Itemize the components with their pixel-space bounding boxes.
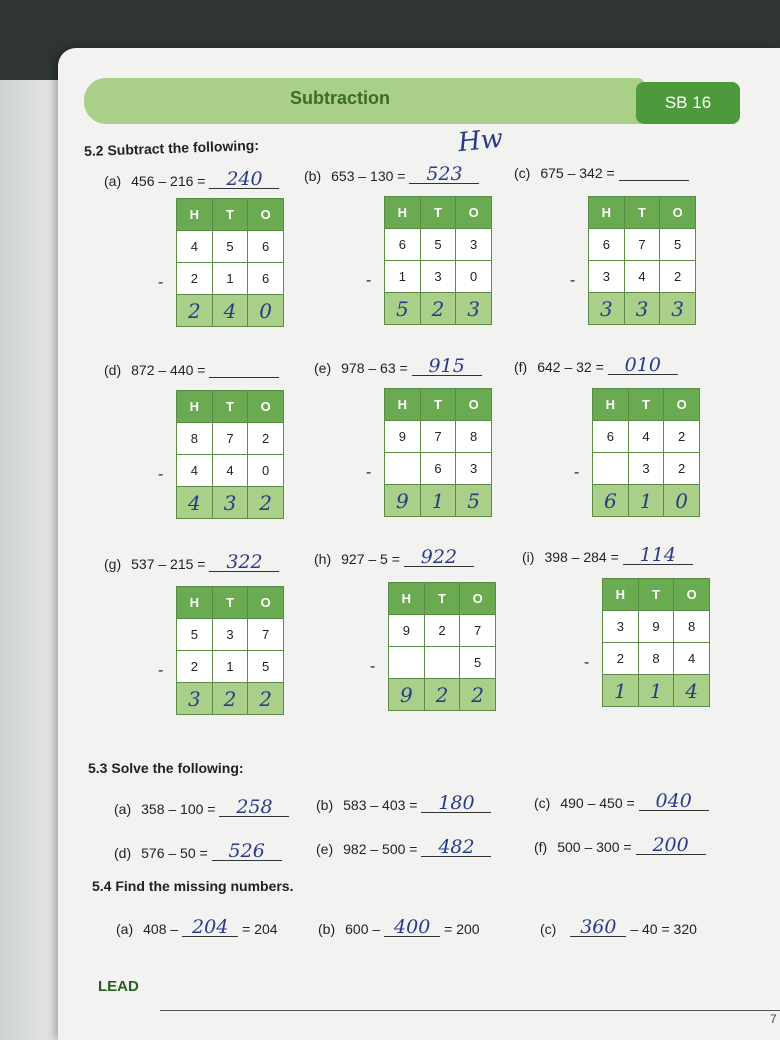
result-digit[interactable]: 3: [177, 683, 213, 715]
hto-header: H: [385, 389, 421, 421]
question-label: (f): [534, 839, 548, 855]
question-expression: 927 – 5 =: [341, 551, 400, 567]
subtrahend-digit: 2: [177, 651, 213, 683]
question-expression: 398 – 284 =: [544, 549, 619, 565]
question-5-2-h: [314, 548, 474, 567]
subtrahend-digit: 3: [456, 453, 492, 485]
subtrahend-digit: 2: [603, 643, 639, 675]
hto-header: T: [638, 579, 674, 611]
answer-blank[interactable]: 526: [212, 842, 282, 861]
question-label: (g): [104, 556, 122, 572]
question-5-2-f: [514, 356, 678, 375]
question-5-4-c: [540, 918, 697, 937]
minuend-digit: 8: [674, 611, 710, 643]
question-5-2-e: [314, 357, 482, 376]
minuend-digit: 9: [389, 615, 425, 647]
question-expression: 872 – 440 =: [131, 362, 206, 378]
result-digit[interactable]: 4: [212, 295, 248, 327]
sb-tab: SB 16: [636, 82, 740, 124]
subtrahend-digit: 4: [177, 455, 213, 487]
question-suffix: = 204: [242, 921, 278, 937]
hto-header: H: [589, 197, 625, 229]
answer-blank[interactable]: 322: [209, 553, 279, 572]
result-digit[interactable]: 2: [177, 295, 213, 327]
result-digit[interactable]: 4: [177, 487, 213, 519]
subtrahend-digit: 0: [248, 455, 284, 487]
question-label: (a): [104, 173, 122, 189]
result-digit[interactable]: 3: [456, 293, 492, 325]
minuend-digit: 5: [177, 619, 213, 651]
minus-sign: -: [584, 654, 590, 671]
subtrahend-digit: 8: [638, 643, 674, 675]
question-expression: 500 – 300 =: [557, 839, 632, 855]
subtrahend-digit: 4: [674, 643, 710, 675]
hto-header: T: [624, 197, 660, 229]
minuend-digit: 7: [624, 229, 660, 261]
result-digit[interactable]: 2: [424, 679, 460, 711]
result-digit[interactable]: 1: [603, 675, 639, 707]
question-expression: 675 – 342 =: [540, 165, 615, 181]
hto-header: T: [420, 197, 456, 229]
question-prefix: 408 –: [143, 921, 179, 937]
section-5-3-title: 5.3 Solve the following:: [88, 760, 244, 776]
question-label: (c): [540, 921, 557, 937]
question-expression: 456 – 216 =: [131, 173, 206, 189]
hto-table: [176, 198, 284, 327]
answer-blank[interactable]: 180: [421, 794, 491, 813]
result-digit[interactable]: 5: [456, 485, 492, 517]
question-expression: 583 – 403 =: [343, 797, 418, 813]
minus-sign: -: [570, 272, 576, 289]
question-5-2-g: [104, 553, 279, 572]
lead-logo: LEAD: [98, 978, 139, 995]
result-digit[interactable]: 2: [460, 679, 496, 711]
hto-table: [602, 578, 710, 707]
minuend-digit: 3: [212, 619, 248, 651]
answer-blank[interactable]: 200: [636, 836, 706, 855]
hto-header: T: [212, 199, 248, 231]
subtrahend-digit: 2: [177, 263, 213, 295]
result-digit[interactable]: 3: [660, 293, 696, 325]
handwritten-hw-note: Hw: [456, 123, 505, 159]
answer-blank[interactable]: [209, 377, 279, 378]
question-expression: 537 – 215 =: [131, 556, 206, 572]
answer-blank[interactable]: 114: [623, 546, 693, 565]
result-digit[interactable]: 1: [420, 485, 456, 517]
question-label: (b): [304, 168, 322, 184]
subtrahend-digit: 5: [460, 647, 496, 679]
result-digit[interactable]: 2: [420, 293, 456, 325]
minuend-digit: 2: [664, 421, 700, 453]
minuend-digit: 2: [424, 615, 460, 647]
answer-blank[interactable]: 523: [409, 165, 479, 184]
minus-sign: -: [158, 466, 164, 483]
subtrahend-digit: 1: [212, 651, 248, 683]
question-label: (d): [104, 362, 122, 378]
subtrahend-digit: [385, 453, 421, 485]
hto-header: O: [248, 391, 284, 423]
minuend-digit: 9: [385, 421, 421, 453]
minuend-digit: 6: [593, 421, 629, 453]
question-label: (a): [116, 921, 134, 937]
subtrahend-digit: 6: [248, 263, 284, 295]
hto-header: O: [460, 583, 496, 615]
question-5-2-a: [104, 170, 279, 189]
section-5-4-title: 5.4 Find the missing numbers.: [92, 878, 294, 894]
question-label: (f): [514, 359, 528, 375]
question-5-2-b: [304, 165, 479, 184]
hto-table: [384, 388, 492, 517]
question-expression: 978 – 63 =: [341, 360, 408, 376]
answer-blank[interactable]: 482: [421, 838, 491, 857]
hto-header: T: [212, 587, 248, 619]
question-label: (c): [534, 795, 551, 811]
hto-header: O: [674, 579, 710, 611]
question-label: (b): [316, 797, 334, 813]
minuend-digit: 8: [177, 423, 213, 455]
minuend-digit: 7: [212, 423, 248, 455]
minus-sign: -: [366, 272, 372, 289]
hto-header: H: [177, 587, 213, 619]
subtrahend-digit: 3: [628, 453, 664, 485]
minus-sign: -: [158, 274, 164, 291]
hto-header: O: [456, 389, 492, 421]
question-label: (h): [314, 551, 332, 567]
question-5-3-f: [534, 836, 706, 855]
hto-table: [388, 582, 496, 711]
hto-table: [384, 196, 492, 325]
result-digit[interactable]: 9: [385, 485, 421, 517]
question-5-2-c: [514, 165, 689, 181]
subtrahend-digit: 3: [589, 261, 625, 293]
minus-sign: -: [370, 658, 376, 675]
hto-table: [592, 388, 700, 517]
hto-header: O: [664, 389, 700, 421]
question-label: (i): [522, 549, 535, 565]
question-5-3-a: [114, 798, 289, 817]
minus-sign: -: [366, 464, 372, 481]
minuend-digit: 7: [420, 421, 456, 453]
minuend-digit: 5: [660, 229, 696, 261]
result-digit[interactable]: 2: [248, 487, 284, 519]
result-digit[interactable]: 5: [385, 293, 421, 325]
question-label: (c): [514, 165, 531, 181]
result-digit[interactable]: 3: [212, 487, 248, 519]
hto-header: T: [424, 583, 460, 615]
question-expression: 653 – 130 =: [331, 168, 406, 184]
question-5-2-d: [104, 362, 279, 378]
hto-header: O: [456, 197, 492, 229]
result-digit[interactable]: 9: [389, 679, 425, 711]
page-title: Subtraction: [290, 88, 391, 108]
subtrahend-digit: 1: [385, 261, 421, 293]
hto-header: T: [420, 389, 456, 421]
hto-header: T: [212, 391, 248, 423]
subtrahend-digit: 2: [664, 453, 700, 485]
subtrahend-digit: 4: [624, 261, 660, 293]
question-5-3-e: [316, 838, 491, 857]
answer-blank[interactable]: 040: [639, 792, 709, 811]
minuend-digit: 3: [603, 611, 639, 643]
result-digit[interactable]: 3: [624, 293, 660, 325]
subtrahend-digit: 2: [660, 261, 696, 293]
result-digit[interactable]: 0: [664, 485, 700, 517]
hto-header: O: [660, 197, 696, 229]
hto-table: [176, 586, 284, 715]
subtrahend-digit: [593, 453, 629, 485]
hto-header: H: [389, 583, 425, 615]
question-prefix: 600 –: [345, 921, 381, 937]
minuend-digit: 2: [248, 423, 284, 455]
question-5-4-a: [116, 918, 278, 937]
minuend-digit: 4: [177, 231, 213, 263]
question-5-3-b: [316, 794, 491, 813]
minuend-digit: 5: [212, 231, 248, 263]
result-digit[interactable]: 4: [674, 675, 710, 707]
question-suffix: = 200: [444, 921, 480, 937]
result-digit[interactable]: 2: [212, 683, 248, 715]
subtrahend-digit: 0: [456, 261, 492, 293]
subtrahend-digit: 3: [420, 261, 456, 293]
missing-number-blank[interactable]: 204: [182, 918, 238, 937]
page-number: 7: [770, 1012, 777, 1026]
question-expression: 642 – 32 =: [537, 359, 604, 375]
hto-header: H: [593, 389, 629, 421]
hto-header: O: [248, 587, 284, 619]
answer-blank[interactable]: [619, 180, 689, 181]
subtrahend-digit: 4: [212, 455, 248, 487]
hto-header: T: [628, 389, 664, 421]
question-5-2-i: [522, 546, 693, 565]
minuend-digit: 6: [248, 231, 284, 263]
answer-blank[interactable]: 915: [412, 357, 482, 376]
question-label: (a): [114, 801, 132, 817]
question-5-3-d: [114, 842, 282, 861]
footer-rule: [160, 1010, 780, 1011]
answer-blank[interactable]: 240: [209, 170, 279, 189]
question-5-3-c: [534, 792, 709, 811]
question-label: (b): [318, 921, 336, 937]
minuend-digit: 8: [456, 421, 492, 453]
question-label: (e): [316, 841, 334, 857]
hto-header: O: [248, 199, 284, 231]
result-digit[interactable]: 3: [589, 293, 625, 325]
answer-blank[interactable]: 010: [608, 356, 678, 375]
result-digit[interactable]: 6: [593, 485, 629, 517]
question-expression: 576 – 50 =: [141, 845, 208, 861]
subtrahend-digit: 1: [212, 263, 248, 295]
result-digit[interactable]: 1: [638, 675, 674, 707]
minuend-digit: 9: [638, 611, 674, 643]
minuend-digit: 5: [420, 229, 456, 261]
minuend-digit: 4: [628, 421, 664, 453]
minuend-digit: 6: [589, 229, 625, 261]
hto-header: H: [177, 199, 213, 231]
minuend-digit: 3: [456, 229, 492, 261]
question-5-4-b: [318, 918, 480, 937]
section-5-2-title: 5.2 Subtract the following:: [83, 136, 260, 160]
result-digit[interactable]: 2: [248, 683, 284, 715]
hto-header: H: [177, 391, 213, 423]
result-digit[interactable]: 1: [628, 485, 664, 517]
question-expression: 358 – 100 =: [141, 801, 216, 817]
minuend-digit: 6: [385, 229, 421, 261]
minus-sign: -: [574, 464, 580, 481]
question-label: (e): [314, 360, 332, 376]
missing-number-blank[interactable]: 360: [570, 918, 626, 937]
subtrahend-digit: 5: [248, 651, 284, 683]
minuend-digit: 7: [248, 619, 284, 651]
missing-number-blank[interactable]: 400: [384, 918, 440, 937]
subtrahend-digit: [424, 647, 460, 679]
hto-table: [176, 390, 284, 519]
question-expression: 490 – 450 =: [560, 795, 635, 811]
minuend-digit: 7: [460, 615, 496, 647]
hto-table: [588, 196, 696, 325]
minus-sign: -: [158, 662, 164, 679]
answer-blank[interactable]: 922: [404, 548, 474, 567]
subtrahend-digit: [389, 647, 425, 679]
hto-header: H: [385, 197, 421, 229]
question-expression: 982 – 500 =: [343, 841, 418, 857]
question-suffix: – 40 = 320: [630, 921, 697, 937]
hto-header: H: [603, 579, 639, 611]
answer-blank[interactable]: 258: [219, 798, 289, 817]
question-label: (d): [114, 845, 132, 861]
result-digit[interactable]: 0: [248, 295, 284, 327]
subtrahend-digit: 6: [420, 453, 456, 485]
